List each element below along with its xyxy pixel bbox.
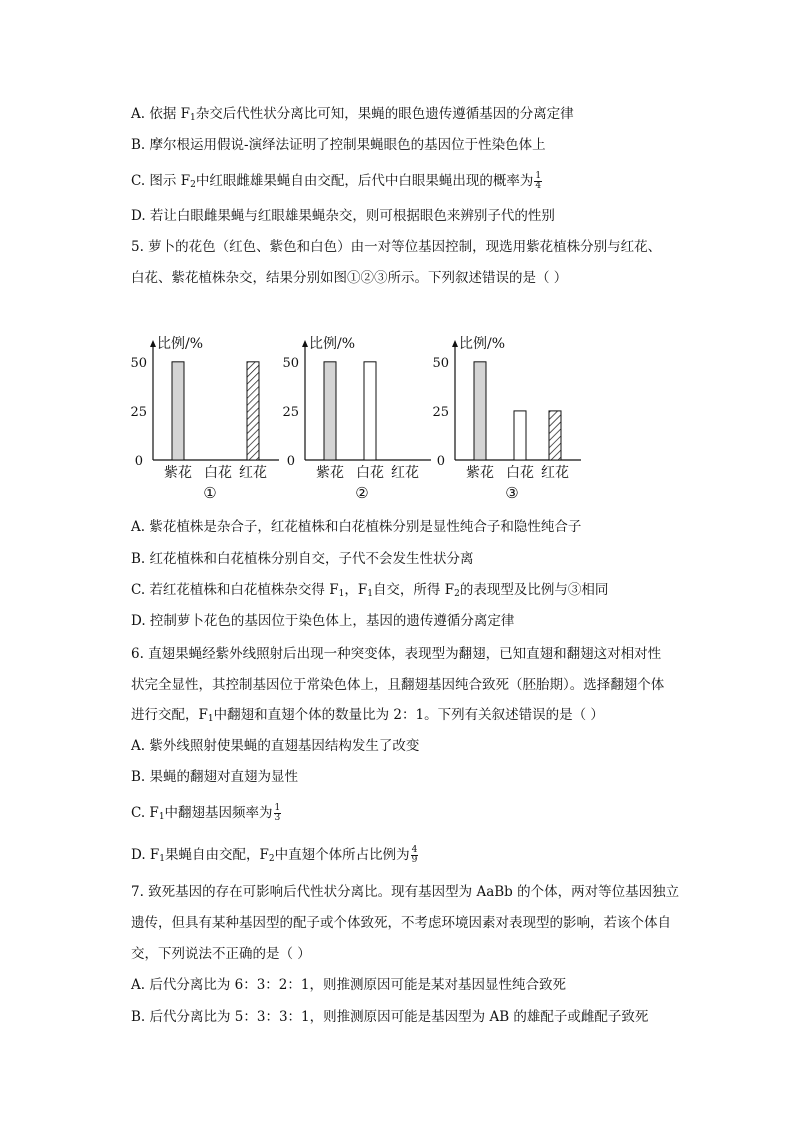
y-tick-label: 50 [130, 355, 147, 371]
q6-option-d: D. $F_1$果蝇自由交配，$F_2$中直翅个体所占比例为 $\frac{4}{9}$ [131, 845, 418, 865]
bar-红花 [549, 411, 561, 460]
y-axis-arrow [150, 340, 156, 347]
q7-stem-3: 交，下列说法不正确的是（ ） [131, 946, 311, 962]
y-tick-label: 50 [432, 355, 449, 371]
q5-option-b: B. 红花植株和白花植株分别自交，子代不会发生性状分离 [131, 551, 474, 567]
x-tick-label: 白花 [356, 465, 384, 481]
q6-option-b: B. 果蝇的翻翅对直翅为显性 [131, 769, 299, 785]
y-axis-arrow [302, 340, 308, 347]
x-tick-label: 白花 [506, 465, 534, 481]
q5-option-d: D. 控制萝卜花色的基因位于染色体上，基因的遗传遵循分离定律 [131, 613, 515, 629]
chart-3 [433, 330, 603, 505]
q5-option-a: A. 紫花植株是杂合子，红花植株和白花植株分别是显性纯合子和隐性纯合子 [131, 519, 582, 535]
y-tick-label: 25 [432, 404, 449, 420]
bar-白花 [364, 362, 376, 460]
x-tick-label: 紫花 [164, 465, 192, 481]
fraction: $\frac{4}{9}$ [411, 845, 418, 865]
x-tick-label: 红花 [541, 465, 569, 481]
q6-option-c: C. $F_1$中翻翅基因频率为 $\frac{1}{3}$ [131, 803, 281, 823]
chart-number-label: ① [203, 484, 217, 502]
y-tick-label: 0 [134, 454, 143, 469]
q7-option-b: B. 后代分离比为 5：3：3：1，则推测原因可能是基因型为 AB 的雄配子或雌配子致死 [131, 1009, 649, 1025]
q5-stem-1: 5. 萝卜的花色（红色、紫色和白色）由一对等位基因控制，现选用紫花植株分别与红花、 [131, 239, 662, 255]
x-tick-label: 红花 [239, 465, 267, 481]
bar-白花 [514, 411, 526, 460]
q6-stem-2: 状完全显性，其控制基因位于常染色体上，且翻翅基因纯合致死（胚胎期）。选择翻翅个体 [131, 677, 665, 693]
bar-紫花 [172, 362, 184, 460]
x-tick-label: 紫花 [316, 465, 344, 481]
y-axis-label: 比例/% [459, 336, 506, 352]
y-tick-label: 0 [436, 454, 445, 469]
y-axis-label: 比例/% [157, 336, 204, 352]
q6-stem-3: 进行交配，$F_1$中翻翅和直翅个体的数量比为 2：1。下列有关叙述错误的是（ ） [131, 707, 604, 724]
q5-stem-2: 白花、紫花植株杂交，结果分别如图①②③所示。下列叙述错误的是（ ） [131, 270, 568, 286]
fraction: $\frac{1}{4}$ [535, 171, 542, 191]
q4-option-d: D. 若让白眼雌果蝇与红眼雄果蝇杂交，则可根据眼色来辨别子代的性别 [131, 208, 555, 224]
bar-红花 [247, 362, 259, 460]
q7-stem-1: 7. 致死基因的存在可影响后代性状分离比。现有基因型为 AaBb 的个体，两对等位基因独立 [131, 884, 680, 900]
chart-number-label: ② [355, 484, 369, 502]
y-tick-label: 0 [286, 454, 295, 469]
x-tick-label: 白花 [204, 465, 232, 481]
q6-option-a: A. 紫外线照射使果蝇的直翅基因结构发生了改变 [131, 738, 420, 754]
q6-stem-1: 6. 直翅果蝇经紫外线照射后出现一种突变体，表现型为翻翅，已知直翅和翻翅这对相对性 [131, 646, 662, 662]
x-tick-label: 紫花 [466, 465, 494, 481]
y-axis-label: 比例/% [309, 336, 356, 352]
bar-紫花 [474, 362, 486, 460]
q5-option-c: C. 若红花植株和白花植株杂交得 $F_1$，$F_1$自交，所得 $F_2$的表现型及比例与③相同 [131, 582, 609, 599]
y-axis-arrow [452, 340, 458, 347]
q4-option-a: A. 依据 $F_1$杂交后代性状分离比可知，果蝇的眼色遗传遵循基因的分离定律 [131, 106, 574, 123]
y-tick-label: 25 [130, 404, 147, 420]
q4-option-b: B. 摩尔根运用假说-演绎法证明了控制果蝇眼色的基因位于性染色体上 [131, 137, 546, 153]
q7-stem-2: 遗传，但具有某种基因型的配子或个体致死，不考虑环境因素对表现型的影响，若该个体自 [131, 915, 671, 931]
bar-紫花 [324, 362, 336, 460]
fraction: $\frac{1}{3}$ [274, 803, 281, 823]
chart-1 [131, 330, 301, 505]
q4-option-c: C. 图示 $F_2$中红眼雌雄果蝇自由交配，后代中白眼果蝇出现的概率为 $\frac{1}{4}$ [131, 171, 542, 191]
y-tick-label: 50 [282, 355, 299, 371]
chart-number-label: ③ [505, 484, 519, 502]
x-tick-label: 红花 [391, 465, 419, 481]
chart-2 [283, 330, 453, 505]
q7-option-a: A. 后代分离比为 6：3：2：1，则推测原因可能是某对基因显性纯合致死 [131, 977, 566, 993]
y-tick-label: 25 [282, 404, 299, 420]
